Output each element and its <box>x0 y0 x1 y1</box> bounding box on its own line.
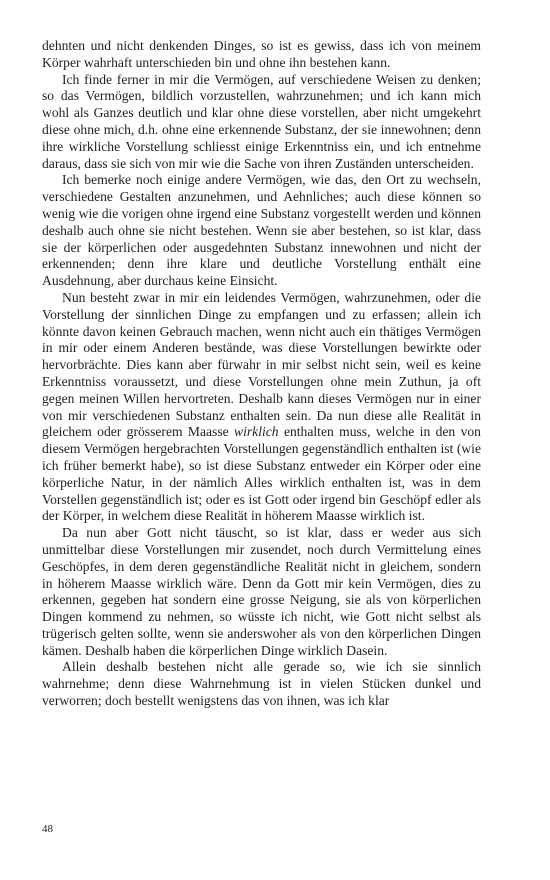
page-body <box>42 38 481 710</box>
paragraph <box>42 290 481 525</box>
paragraph <box>42 172 481 290</box>
paragraph-text: enthalten muss, welche in den von diesem Vermögen hergebrachten Vorstellungen gegenständlich enthalten ist (wie ich früher bemerkt habe), so ist diese Substanz entweder ein Körper oder eine körperliche Natur, in der nämlich Alles wirklich enthalten ist, was in dem Vorstellen gegenständlich ist; oder es ist Gott oder irgend bin Geschöpf edler als der Körper, in welchem diese Realität in höherem Maasse wirklich ist. <box>42 424 481 524</box>
paragraph-text: Nun besteht zwar in mir ein leidendes Vermögen, wahrzunehmen, oder die Vorstellung der sinnlichen Dinge zu empfangen und zu erfassen; allein ich könnte davon keinen Gebrauch machen, wenn nicht auch ein thätiges Vermögen in mir oder einem Anderen bestände, was diese Vorstellungen bewirkte oder hervorbrächte. Dies kann aber fürwahr in mir selbst nicht sein, weil es keine Erkenntniss voraussetzt, und diese Vorstellungen ohne mein Zuthun, ja oft gegen meinen Willen hervortreten. Deshalb kann dieses Vermögen nur in einer von mir verschiedenen Substanz enthalten sein. Da nun diese alle Realität in gleichem oder grösserem Maasse <box>42 289 481 440</box>
paragraph <box>42 659 481 709</box>
paragraph-text: Ich bemerke noch einige andere Vermögen, wie das, den Ort zu wechseln, verschiedene Gestalten anzunehmen, und Aehnliches; auch diese können so wenig wie die vorigen ohne irgend eine Substanz vorgestellt werden und können deshalb auch ohne sie nicht bestehen. Wenn sie aber bestehen, so ist klar, dass sie der körperlichen oder ausgedehnten Substanz innewohnen und nicht der erkennenden; denn ihre klare und deutliche Vorstellung enthält eine Ausdehnung, aber durchaus keine Einsicht. <box>42 172 481 289</box>
emphasis-text: wirklich <box>234 424 279 440</box>
page-number: 48 <box>42 823 53 835</box>
paragraph-text: Allein deshalb bestehen nicht alle gerade so, wie ich sie sinnlich wahrnehme; denn diese Wahrnehmung ist in vielen Stücken dunkel und verworren; doch bestellt wenigstens das von ihnen, was ich klar <box>42 659 481 709</box>
paragraph <box>42 525 481 659</box>
paragraph <box>42 38 481 72</box>
paragraph-text: dehnten und nicht denkenden Dinges, so ist es gewiss, dass ich von meinem Körper wahrhaft unterschieden bin und ohne ihn bestehen kann. <box>42 38 481 70</box>
paragraph <box>42 72 481 173</box>
paragraph-text: Ich finde ferner in mir die Vermögen, auf verschiedene Weisen zu denken; so das Vermögen, bildlich vorzustellen, wahrzunehmen; und ich kann mich wohl als Ganzes deutlich und klar ohne diese vorstellen, aber nicht umgekehrt diese ohne mich, d.h. ohne eine erkennende Substanz, der sie innewohnen; denn ihre wirkliche Vorstellung schliesst einige Erkenntniss ein, und ich entnehme daraus, dass sie sich von mir wie die Sache von ihren Zuständen unterscheiden. <box>42 71 481 171</box>
paragraph-text: Da nun aber Gott nicht täuscht, so ist klar, dass er weder aus sich unmittelbar diese Vorstellungen mir zusendet, noch durch Vermittelung eines Geschöpfes, in dem deren gegenständliche Realität nicht in gleichem, sondern in höherem Maasse wirklich wäre. Denn da Gott mir kein Vermögen, dies zu erkennen, gegeben hat sondern eine grosse Neigung, sie als von körperlichen Dingen kommend zu nehmen, so wüsste ich nicht, wie Gott nicht selbst als trügerisch gelten sollte, wenn sie anderswoher als von den körperlichen Dingen kämen. Deshalb haben die körperlichen Dinge wirklich Dasein. <box>42 525 481 658</box>
